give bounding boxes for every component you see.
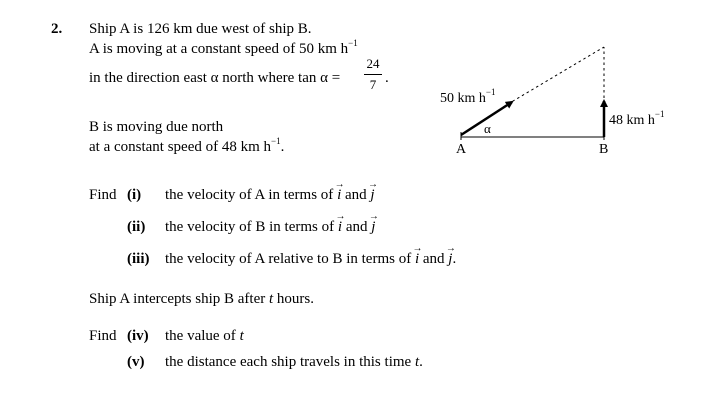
part-iii-label: (iii) (127, 251, 150, 267)
tan-fraction-denominator: 7 (369, 77, 377, 92)
variable-t: t (268, 291, 274, 307)
period: . (452, 251, 457, 267)
label-speed-a-text: 50 km h (440, 91, 486, 106)
speed-a-text: A is moving at a constant speed of 50 km h (89, 41, 349, 57)
label-speed-b-exp: −1 (654, 109, 665, 119)
part-v-text (165, 353, 423, 371)
speed-b-text: at a constant speed of 48 km h (89, 139, 272, 155)
find-label: Find (89, 187, 117, 203)
vector-j: → j (371, 218, 375, 236)
and-word: and (422, 251, 445, 267)
part-iv-prompt: the value of (165, 328, 236, 344)
intercept-hours: hours. (276, 291, 314, 307)
stem-line-1: Ship A is 126 km due west of ship B. (89, 21, 312, 37)
label-speed-b-text: 48 km h (609, 113, 655, 128)
vector-j: → j (370, 186, 374, 204)
part-v-prompt: the distance each ship travels in this time (165, 354, 412, 370)
part-ii-prompt: the velocity of B in terms of (165, 219, 335, 235)
vector-j: → j (448, 250, 452, 268)
and-word: and (345, 219, 368, 235)
part-i-label: (i) (127, 187, 142, 203)
find-label-2: Find (89, 328, 117, 344)
tan-fraction-numerator: 24 (366, 56, 380, 71)
part-ii-label: (ii) (127, 219, 146, 235)
part-i-text (165, 186, 375, 204)
label-speed-a (440, 87, 496, 107)
stem-line-4: B is moving due north (89, 119, 224, 135)
unit-exponent: −1 (271, 136, 281, 146)
part-i-prompt: the velocity of A in terms of (165, 187, 334, 203)
intercept-text: Ship A intercepts ship B after (89, 291, 266, 307)
period: . (419, 354, 423, 370)
stem-line-3: in the direction east α north where tan α = (89, 70, 341, 86)
and-word: and (344, 187, 367, 203)
variable-t: t (239, 328, 244, 344)
question-number: 2. (51, 21, 63, 37)
label-point-b: B (599, 142, 609, 157)
vector-i: → i (415, 250, 419, 268)
vector-i: → i (337, 186, 341, 204)
part-iii-text (165, 250, 456, 268)
label-speed-b (609, 109, 665, 129)
part-v-label: (v) (127, 354, 145, 370)
variable-t: t (414, 354, 420, 370)
vector-i: → i (338, 218, 342, 236)
label-point-a: A (456, 142, 467, 157)
intercept-line (89, 290, 314, 308)
part-ii-text (165, 218, 375, 236)
label-speed-a-exp: −1 (485, 87, 496, 97)
ship-a-path-dashed (503, 47, 604, 107)
label-alpha: α (484, 121, 491, 136)
stem-line-5-period: . (280, 139, 285, 155)
fraction-period: . (385, 70, 389, 86)
part-iv-label: (iv) (127, 328, 149, 344)
unit-exponent: −1 (348, 38, 358, 48)
part-iv-text (165, 327, 244, 345)
part-iii-prompt: the velocity of A relative to B in terms of (165, 251, 412, 267)
